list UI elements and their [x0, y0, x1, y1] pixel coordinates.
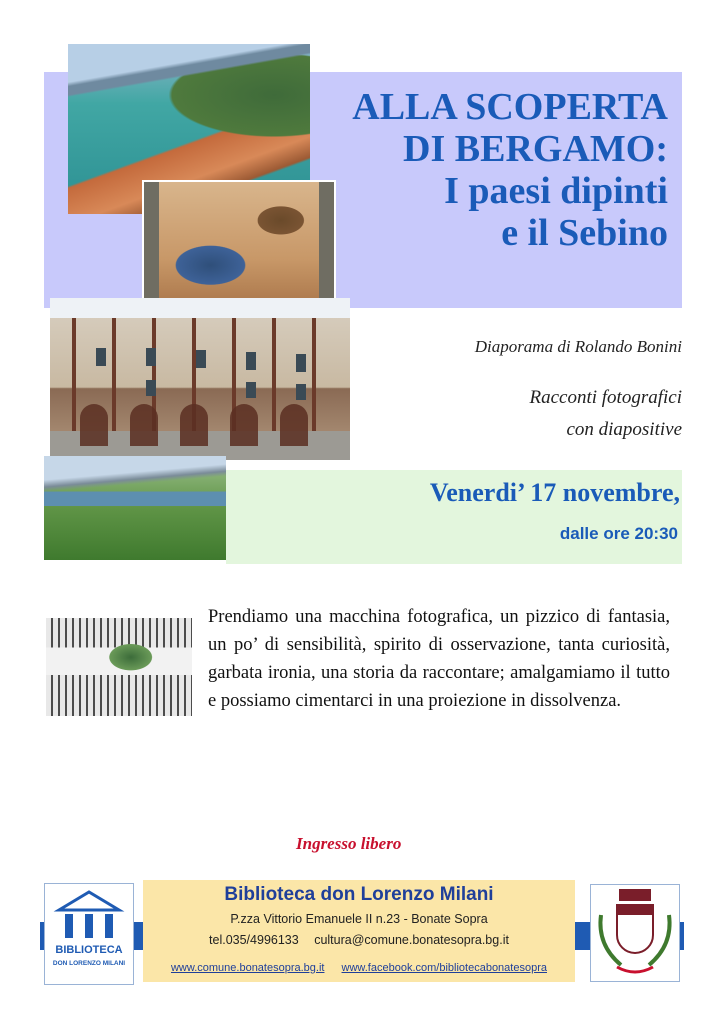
library-building-icon — [45, 884, 133, 944]
subtitle-line-1: Racconti fotografici — [529, 387, 682, 408]
event-description: Prendiamo una macchina fotografica, un pizzico di fantasia, un po’ di sensibilità, spirito di osservazione, tanta curiosità, garbata ironia, una storia da raccontare; amalgamiamo il tutto e possiamo cimentarci in una proiezione in dissolvenza. — [208, 607, 670, 711]
subtitle-line-2: con diapositive — [566, 419, 682, 440]
slides-photo — [46, 618, 192, 716]
facebook-link[interactable]: www.facebook.com/bibliotecabonatesopra — [341, 962, 547, 974]
event-time: dalle ore 20:30 — [559, 524, 678, 543]
title-line-3: I paesi dipinti — [444, 170, 668, 212]
palazzo-courtyard-photo — [50, 298, 350, 460]
free-entry-note: Ingresso libero — [296, 834, 402, 853]
title-line-1: ALLA SCOPERTA — [352, 86, 668, 128]
title-line-2: DI BERGAMO: — [403, 128, 668, 170]
library-contacts — [143, 933, 575, 947]
event-title — [268, 86, 668, 254]
title-line-4: e il Sebino — [501, 212, 668, 254]
logo-subtitle: DON LORENZO MILANI — [52, 960, 126, 967]
library-links — [143, 962, 575, 974]
library-email[interactable]: cultura@comune.bonatesopra.bg.it — [314, 933, 509, 947]
logo-name: BIBLIOTECA — [55, 944, 123, 956]
crest-emblem-icon — [591, 885, 679, 981]
event-subtitle — [529, 382, 682, 446]
library-phone: tel.035/4996133 — [209, 933, 299, 947]
valley-lake-photo — [44, 456, 226, 560]
library-address: P.zza Vittorio Emanuele II n.23 - Bonate Sopra — [230, 912, 488, 926]
municipal-crest — [590, 884, 680, 982]
library-name: Biblioteca don Lorenzo Milani — [224, 884, 494, 905]
event-date: Venerdi’ 17 novembre, — [429, 478, 680, 507]
author-credit: Diaporama di Rolando Bonini — [474, 337, 682, 356]
library-logo — [44, 883, 134, 985]
palazzo-arches-graphic — [50, 298, 350, 460]
website-link[interactable]: www.comune.bonatesopra.bg.it — [170, 962, 325, 974]
